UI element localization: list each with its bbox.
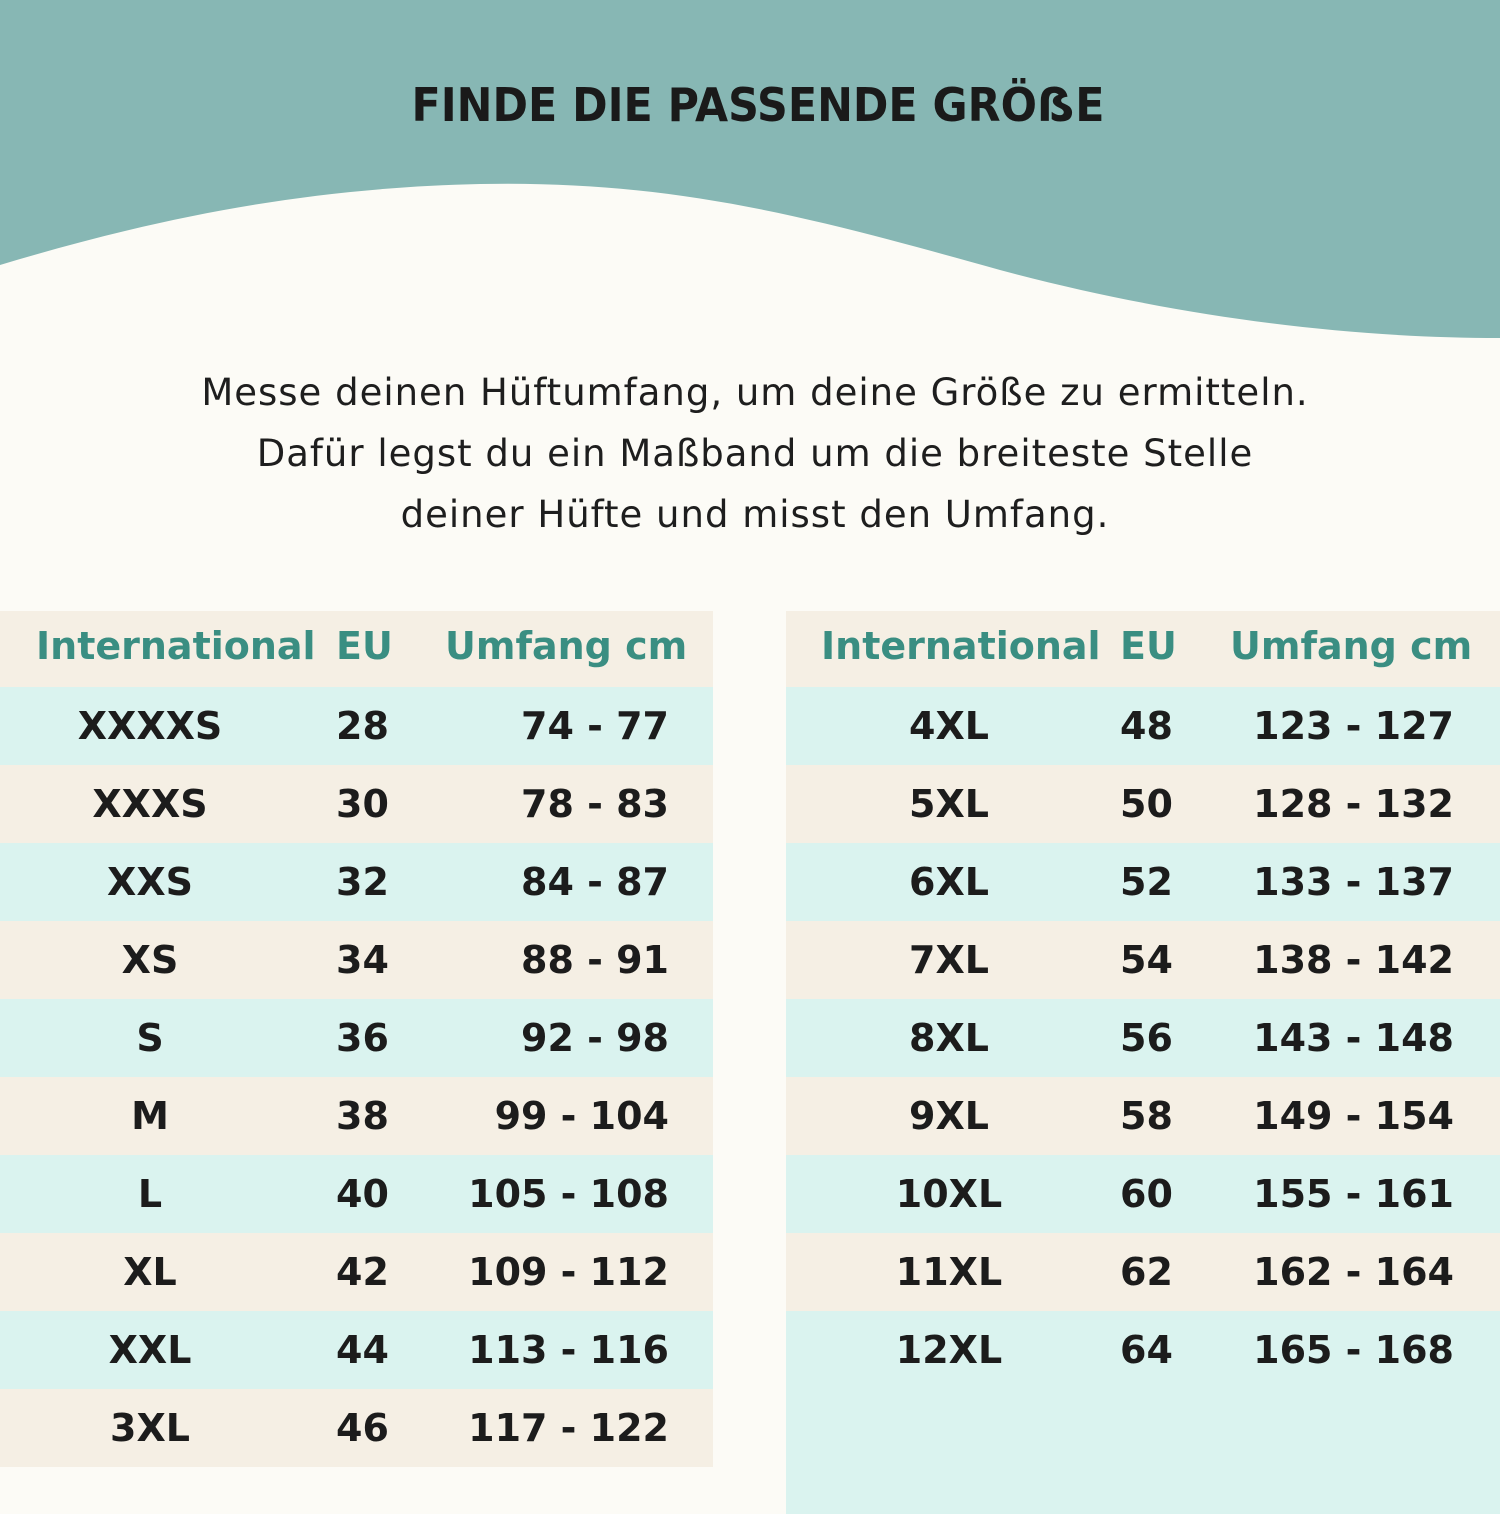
table-row bbox=[786, 999, 1500, 1077]
cell-eu: 34 bbox=[336, 938, 389, 982]
cell-umfang: 105 - 108 bbox=[468, 1172, 669, 1216]
header-umfang: Umfang cm bbox=[445, 624, 688, 668]
page-title: FINDE DIE PASSENDE GRÖẞE bbox=[411, 78, 1105, 132]
table-row bbox=[786, 1233, 1500, 1311]
cell-umfang: 74 - 77 bbox=[521, 704, 669, 748]
table-header-row bbox=[0, 611, 713, 687]
header-wave-background bbox=[0, 0, 1500, 340]
size-table-left bbox=[0, 611, 713, 1467]
header-eu: EU bbox=[1120, 624, 1177, 668]
cell-international: XXXXS bbox=[77, 704, 223, 748]
intro-line: Messe deinen Hüftumfang, um deine Größe zu ermitteln. bbox=[201, 371, 1309, 414]
intro-line: Dafür legst du ein Maßband um die breiteste Stelle bbox=[256, 432, 1254, 475]
cell-international: XL bbox=[123, 1250, 177, 1294]
cell-umfang: 128 - 132 bbox=[1253, 782, 1454, 826]
cell-eu: 54 bbox=[1120, 938, 1173, 982]
table-row bbox=[786, 765, 1500, 843]
cell-eu: 40 bbox=[336, 1172, 389, 1216]
cell-umfang: 138 - 142 bbox=[1253, 938, 1454, 982]
table-row bbox=[786, 1077, 1500, 1155]
table-row bbox=[0, 687, 713, 765]
cell-international: XXXS bbox=[92, 782, 208, 826]
cell-international: 11XL bbox=[895, 1250, 1003, 1294]
cell-umfang: 162 - 164 bbox=[1253, 1250, 1454, 1294]
wave-shape bbox=[0, 0, 1500, 338]
table-empty-fill bbox=[786, 1389, 1500, 1514]
cell-international: 5XL bbox=[909, 782, 989, 826]
table-row bbox=[786, 1311, 1500, 1389]
cell-umfang: 84 - 87 bbox=[521, 860, 669, 904]
cell-international: 10XL bbox=[895, 1172, 1003, 1216]
table-row bbox=[0, 1077, 713, 1155]
cell-umfang: 109 - 112 bbox=[468, 1250, 669, 1294]
table-row bbox=[0, 921, 713, 999]
cell-eu: 30 bbox=[336, 782, 389, 826]
cell-eu: 28 bbox=[336, 704, 389, 748]
cell-international: 3XL bbox=[110, 1406, 190, 1450]
table-row bbox=[786, 687, 1500, 765]
intro-text bbox=[0, 362, 1500, 545]
cell-international: XXL bbox=[108, 1328, 192, 1372]
cell-eu: 48 bbox=[1120, 704, 1173, 748]
cell-eu: 46 bbox=[336, 1406, 389, 1450]
cell-eu: 38 bbox=[336, 1094, 389, 1138]
cell-international: M bbox=[131, 1094, 169, 1138]
cell-eu: 36 bbox=[336, 1016, 389, 1060]
cell-international: 9XL bbox=[909, 1094, 989, 1138]
cell-international: 8XL bbox=[909, 1016, 989, 1060]
table-row bbox=[0, 1233, 713, 1311]
cell-international: 4XL bbox=[909, 704, 989, 748]
table-row bbox=[786, 1155, 1500, 1233]
table-row bbox=[0, 999, 713, 1077]
cell-eu: 52 bbox=[1120, 860, 1173, 904]
cell-eu: 56 bbox=[1120, 1016, 1173, 1060]
cell-umfang: 92 - 98 bbox=[521, 1016, 669, 1060]
table-row bbox=[0, 1155, 713, 1233]
table-body bbox=[786, 687, 1500, 1389]
cell-international: L bbox=[137, 1172, 163, 1216]
size-table-right bbox=[786, 611, 1500, 1514]
cell-eu: 32 bbox=[336, 860, 389, 904]
table-body bbox=[0, 687, 713, 1467]
cell-international: 12XL bbox=[895, 1328, 1003, 1372]
table-row bbox=[0, 843, 713, 921]
cell-eu: 50 bbox=[1120, 782, 1173, 826]
cell-international: XS bbox=[121, 938, 179, 982]
table-row bbox=[786, 843, 1500, 921]
table-row bbox=[0, 765, 713, 843]
table-row bbox=[0, 1389, 713, 1467]
cell-eu: 42 bbox=[336, 1250, 389, 1294]
table-header-row bbox=[786, 611, 1500, 687]
table-row bbox=[786, 921, 1500, 999]
cell-international: 6XL bbox=[909, 860, 989, 904]
intro-line: deiner Hüfte und misst den Umfang. bbox=[400, 493, 1110, 536]
cell-international: XXS bbox=[107, 860, 193, 904]
cell-umfang: 113 - 116 bbox=[468, 1328, 669, 1372]
cell-eu: 44 bbox=[336, 1328, 389, 1372]
cell-umfang: 123 - 127 bbox=[1253, 704, 1454, 748]
cell-umfang: 133 - 137 bbox=[1253, 860, 1454, 904]
cell-eu: 62 bbox=[1120, 1250, 1173, 1294]
header-international: International bbox=[821, 624, 1101, 668]
cell-umfang: 78 - 83 bbox=[521, 782, 669, 826]
cell-umfang: 99 - 104 bbox=[494, 1094, 669, 1138]
cell-international: 7XL bbox=[909, 938, 989, 982]
cell-eu: 58 bbox=[1120, 1094, 1173, 1138]
cell-international: S bbox=[136, 1016, 164, 1060]
header-eu: EU bbox=[336, 624, 393, 668]
cell-eu: 64 bbox=[1120, 1328, 1173, 1372]
table-row bbox=[0, 1311, 713, 1389]
cell-eu: 60 bbox=[1120, 1172, 1173, 1216]
cell-umfang: 117 - 122 bbox=[468, 1406, 669, 1450]
cell-umfang: 149 - 154 bbox=[1253, 1094, 1454, 1138]
cell-umfang: 88 - 91 bbox=[521, 938, 669, 982]
header-umfang: Umfang cm bbox=[1230, 624, 1473, 668]
header-international: International bbox=[36, 624, 316, 668]
cell-umfang: 155 - 161 bbox=[1253, 1172, 1454, 1216]
cell-umfang: 165 - 168 bbox=[1253, 1328, 1454, 1372]
cell-umfang: 143 - 148 bbox=[1253, 1016, 1454, 1060]
